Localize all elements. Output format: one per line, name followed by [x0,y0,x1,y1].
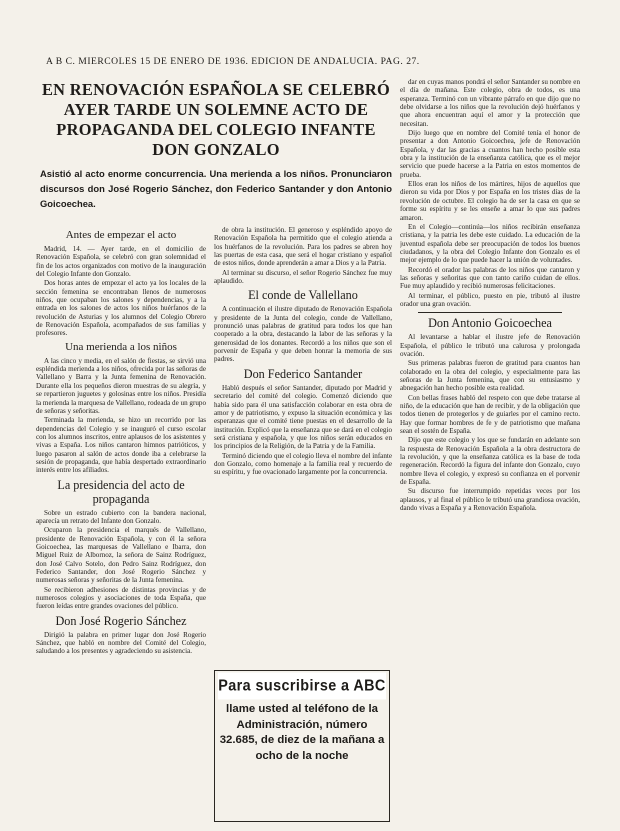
paragraph: Al terminar su discurso, el señor Rogerio Sánchez fue muy aplaudido. [214,268,392,286]
paragraph: Dijo que este colegio y los que se fundarán en adelante son la respuesta de Renovación Española a la obra destructora de la revolución, y que la enseñanza católica es la base de toda regeneración. Recordó la figura del infante don Gonzalo, cuyo nombre lleva el colegio, y expresó su confianza en el porvenir de España. [400,436,580,487]
paragraph: dar en cuyas manos pondrá el señor Santander su nombre en el día de mañana. Este colegio, obra de todos, es una esperanza. Terminó con un vibrante párrafo en que dijo que no debe olvidarse a los niños que la revolución dejó huérfanos y que ahora encuentran aquí el amor y la protección que necesitan. [400,78,580,128]
subheading-santander: Don Federico Santander [243,366,363,381]
subheading-merienda: Una merienda a los niños [65,340,177,353]
paragraph: En el Colegio—continúa—los niños recibirán enseñanza cristiana, y la patria les debe este cuidado. La educación de la juventud española debe ser preocupación de todos los buenos ciudadanos, y la obra del Colegio Infante don Gonzalo es el mejor ejemplo de lo que puede hacer la unión de voluntades. [400,222,580,265]
paragraph: Sobre un estrado cubierto con la bandera nacional, aparecía un retrato del Infante don Gonzalo. [36,508,206,525]
column-1 [36,226,206,828]
paragraph: Dirigió la palabra en primer lugar don José Rogerio Sánchez, que habló en nombre del Comité del Colegio, saludando a los presentes y agradeciendo su asistencia. [36,630,206,656]
subheading-presidencia: La presidencia del acto de propaganda [57,477,185,506]
advert-title: Para suscribirse a ABC [218,673,386,700]
subheading-goicoechea: Don Antonio Goicoechea [428,316,552,331]
paragraph: de obra la institución. El generoso y espléndido apoyo de Renovación Española ha permitido que el colegio atienda a los huérfanos de la revolución. Para los padres se abren hoy las puertas de esta casa, que será el hogar cristiano y español de estos niños, donde aprenderán a amar a Dios y a la Patria. [214,226,392,268]
headline: EN RENOVACIÓN ESPAÑOLA SE CELEBRÓ AYER TARDE UN SOLEMNE ACTO DE PROPAGANDA DEL COLEGIO INFANTE DON GONZALO [41,80,391,159]
paragraph: A las cinco y media, en el salón de fiestas, se sirvió una espléndida merienda a los niños, ofrecida por las señoras de Vallellano y Barra y la Junta femenina de Renovación. Durante ella los pequeños dieron muestras de su alegría, y se repartieron juguetes y golosinas entre los niños. Presidía la merienda la marquesa de Vallellano, rodeada de un grupo de señoras y señoritas. [36,356,206,415]
paragraph: Se recibieron adhesiones de distintas provincias y de numerosos colegios y asociaciones de toda España, que fueron leídas entre grandes ovaciones del público. [36,585,206,611]
paragraph: Con bellas frases habló del respeto con que debe tratarse al niño, de la educación que han de recibir, y de la obligación que todos tienen de protegerlos y de guiarles por el camino recto. Hay que formar hombres de fe y de patriotismo que mañana sean el sostén de España. [400,393,580,436]
paragraph: Recordó el orador las palabras de los niños que cantaron y las señoras y señoritas que con tanto cariño cuidan de ellos. Fue muy aplaudido y recibió numerosas felicitaciones. [400,265,580,291]
paragraph: Al terminar, el público, puesto en pie, tributó al ilustre orador una gran ovación. [400,291,580,308]
subscription-advert [214,670,390,822]
advert-body: llame usted al teléfono de la Administración, número 32.685, de diez de la mañana a ocho de la noche [219,703,385,762]
paragraph: Su discurso fue interrumpido repetidas veces por los aplausos, y al final el público le tributó una grandiosa ovación, dando vivas a España y a Renovación Española. [400,487,580,513]
paragraph: Sus primeras palabras fueron de gratitud para cuantos han colaborado en la obra del colegio, y especialmente para las señoras de la Junta femenina, que con su entusiasmo y abnegación han hecho posible esta realidad. [400,359,580,393]
section-rule [418,312,562,313]
paragraph: Dos horas antes de empezar el acto ya los locales de la sección femenina se encontraban llenos de numerosos niños, que ocupaban los salones y dependencias, y a la entrada en los salones de actos los niños huérfanos de la revolución de Asturias y los alumnos del Colegio Obrero de Renovación Española, acompañados de sus familias y profesores. [36,279,206,338]
deck: Asistió al acto enorme concurrencia. Una merienda a los niños. Pronunciaron discursos don José Rogerio Sánchez, don Federico Santander y don Antonio Goicoechea. [40,168,392,209]
paragraph: Madrid, 14. — Ayer tarde, en el domicilio de Renovación Española, se celebró con gran solemnidad el fin de los actos organizados con motivo de la inauguración del Colegio Infante don Gonzalo. [36,245,206,279]
running-head: A B C. MIERCOLES 15 DE ENERO DE 1936. EDICION DE ANDALUCIA. PAG. 27. [46,56,420,67]
paragraph: Terminó diciendo que el colegio lleva el nombre del infante don Gonzalo, como homenaje a la familia real y recuerdo de su espíritu, y fue ovacionado largamente por la concurrencia. [214,451,392,477]
paragraph: Ellos eran los niños de los mártires, hijos de aquellos que dieron su vida por Dios y por España en los tristes días de la revolución de octubre. El colegio ha de ser la casa en que se forme su espíritu y se les enseñe a amar lo que sus padres amaron. [400,180,580,222]
paragraph: Terminada la merienda, se hizo un recorrido por las dependencias del Colegio y se inauguró el curso escolar con los alumnos inscritos, entre aplausos de los asistentes y vivas a España. Los niños cantaron himnos patrióticos, y luego pasaron al salón de actos donde iba a celebrarse la sesión de propaganda, que había despertado extraordinario interés entre los afiliados. [36,416,206,475]
paragraph: Habló después el señor Santander, diputado por Madrid y secretario del comité del colegio. Comenzó diciendo que había sido para él una satisfacción colaborar en esta obra de amor y de patriotismo, y expuso la situación económica y las esperanzas que el comité tiene puestas en el desarrollo de la institución. Explicó que la enseñanza que se dará en el colegio será cristiana y española, y que los niños serán educados en los principios de la Religión, de la Patria y de la Familia. [214,383,392,451]
column-3 [400,78,580,828]
subheading-vallellano: El conde de Vallellano [248,288,358,303]
paragraph: Dijo luego que en nombre del Comité tenía el honor de presentar a don Antonio Goicoechea, jefe de Renovación Española, y dar las gracias a cuantos han hecho posible esta obra y la institución de la enseñanza católica, que es el mejor servicio que puede hacerse a la Patria en estos momentos de prueba. [400,129,580,179]
paragraph: Ocuparon la presidencia el marqués de Vallellano, presidente de Renovación Española, y con él la señora Goicoechea, las marquesas de Vallellano e Ibarra, don Miguel Ruiz de Albornoz, la señora de Sainz Rodríguez, don José Calvo Sotelo, don Pedro Sainz Rodríguez, don Federico Santander, don José Rogerio Sánchez y numerosas señoras y señoritas de la Junta femenina. [36,526,206,585]
paragraph: A continuación el ilustre diputado de Renovación Española y presidente de la Junta del colegio, conde de Vallellano, pronunció unas palabras de gratitud para todos los que han cooperado a la obra, destacando la labor de las señoras y la generosidad de los donantes. Recordó a los niños que son el porvenir de España y que deben honrar la memoria de sus padres. [214,305,392,364]
column-2 [214,226,392,666]
subheading-antes: Antes de empezar el acto [65,229,177,241]
paragraph: Al levantarse a hablar el ilustre jefe de Renovación Española, el público le tributó una calurosa y prolongada ovación. [400,333,580,358]
subheading-rogerio-sanchez: Don José Rogerio Sánchez [55,613,187,628]
